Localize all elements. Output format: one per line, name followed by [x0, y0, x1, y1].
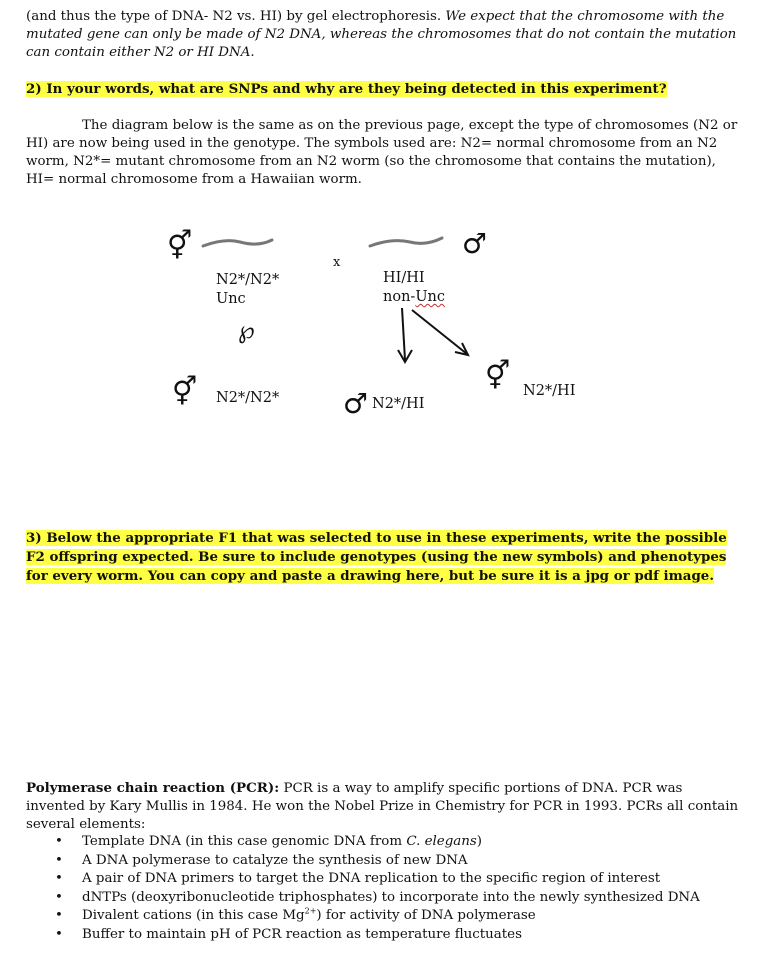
intro-plain: (and thus the type of DNA- N2 vs. HI) by gel electrophoresis. — [26, 9, 442, 24]
list-item: • dNTPs (deoxyribonucleotide triphosphates) to incorporate into the newly synthesized DNA — [55, 889, 700, 905]
p1-phenotype: Unc — [216, 291, 246, 307]
question-3-text: 3) Below the appropriate F1 that was selected to use in these experiments, write the possible F2 offspring expected. Be sure to include genotypes (using the new symbols) and phenotypes for every worm. You can copy and paste a drawing here, but be sure it is a jpg or pdf image. — [26, 530, 727, 584]
question-2-text: 2) In your words, what are SNPs and why are they being detected in this experiment? — [26, 81, 667, 97]
p2-phenotype-prefix: non- — [383, 289, 416, 305]
p2-genotype: HI/HI — [383, 270, 425, 286]
pcr-body: PCR is a way to amplify specific portions of DNA. PCR was invented by Kary Mullis in 1984. He won the Nobel Prize in Chemistry for PCR in 1993. PCRs all contain several elements: — [26, 781, 739, 832]
list-item: • Divalent cations (in this case $Mg^{2+}$) for activity of DNA polymerase — [55, 906, 536, 924]
worm-right — [370, 238, 442, 246]
question-3 — [26, 529, 742, 586]
pcr-heading: Polymerase chain reaction (PCR): — [26, 780, 280, 796]
self-fertilization-icon: ℘ — [238, 316, 255, 344]
intro-italic: We expect that the chromosome with the mutated gene can only be made of N2 DNA, whereas the chromosomes that do not contain the mutation can contain either N2 or HI DNA. — [26, 9, 737, 60]
p1-genotype: N2*/N2* — [216, 272, 280, 288]
offspring-male-genotype: N2*/HI — [372, 396, 425, 412]
offspring-male-icon: ♂ — [343, 387, 369, 420]
pcr-paragraph — [26, 779, 742, 834]
arrow-down — [398, 308, 412, 362]
offspring-herm-genotype: N2*/HI — [523, 383, 576, 399]
list-item: • A DNA polymerase to catalyze the synthesis of new DNA — [55, 852, 468, 868]
arrow-diagonal — [412, 310, 468, 355]
worm-left — [203, 240, 272, 246]
offspring-hermaphrodite-icon: ⚥ — [172, 375, 198, 408]
list-item: • Template DNA (in this case genomic DNA from C. elegans) — [55, 834, 483, 849]
p2-phenotype — [383, 288, 445, 306]
offspring-hermaphrodite-icon-2: ⚥ — [485, 359, 511, 392]
offspring-self-genotype: N2*/N2* — [216, 390, 280, 406]
list-item: • Buffer to maintain pH of PCR reaction as temperature fluctuates — [55, 926, 522, 942]
pcr-elements-list — [26, 833, 742, 945]
cross-symbol: x — [333, 255, 341, 270]
list-item: • A pair of DNA primers to target the DNA replication to the specific region of interest — [55, 871, 661, 887]
hermaphrodite-icon: ⚥ — [167, 229, 193, 262]
male-icon: ♂ — [462, 227, 488, 260]
diagram-description: The diagram below is the same as on the previous page, except the type of chromosomes (N2 or HI) are now being used in the genotype. The symbols used are: N2= normal chromosome from an N2 worm, N2*= mutant chromosome from an N2 worm (so the chromosome that contains the mutation), HI= normal chromosome from a Hawaiian worm. — [26, 118, 738, 187]
p2-phenotype-suffix: Unc — [415, 289, 445, 305]
